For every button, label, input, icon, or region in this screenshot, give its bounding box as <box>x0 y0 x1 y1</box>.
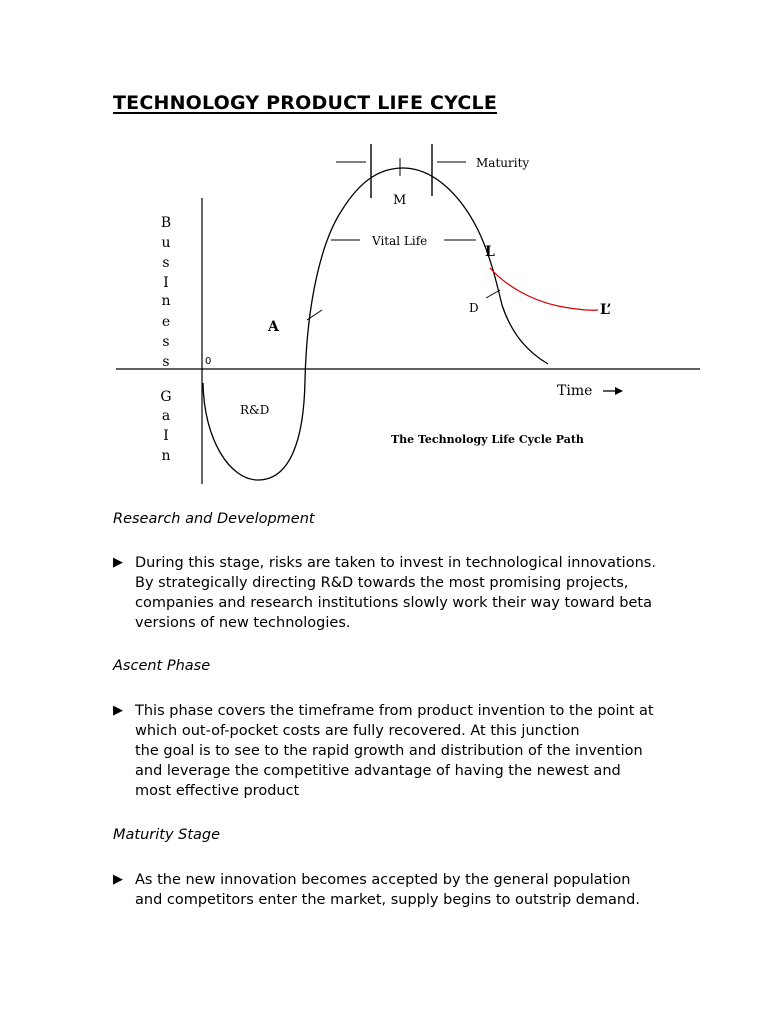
bullet-line: and competitors enter the market, supply begins to outstrip demand. <box>135 892 640 908</box>
y-letter: s <box>162 354 170 370</box>
diagram-caption: The Technology Life Cycle Path <box>391 433 584 446</box>
bullet-line: which out-of-pocket costs are fully recovered. At this junction <box>135 723 580 739</box>
l-label: L <box>485 244 495 260</box>
origin-label: 0 <box>205 356 212 367</box>
section-ascent-phase <box>113 656 713 676</box>
life-cycle-diagram <box>0 0 768 500</box>
y-letter: G <box>160 389 172 405</box>
bullet-line: and leverage the competitive advantage of having the newest and <box>135 763 621 779</box>
y-axis-label-business <box>161 215 171 370</box>
y-letter: s <box>162 334 170 350</box>
page-title: TECHNOLOGY PRODUCT LIFE CYCLE <box>113 92 498 114</box>
time-arrow-head <box>615 387 623 395</box>
maturity-label: Maturity <box>476 156 530 170</box>
right-triangle-bullet-icon: ▶ <box>113 555 123 570</box>
bullet-line: During this stage, risks are taken to invest in technological innovations. <box>135 555 656 571</box>
y-letter: n <box>161 448 171 464</box>
y-letter: I <box>163 275 169 291</box>
section-heading: Ascent Phase <box>113 658 211 674</box>
bullet-line: This phase covers the timeframe from product invention to the point at <box>135 703 654 719</box>
section-heading: Maturity Stage <box>113 827 221 843</box>
bullet-line: versions of new technologies. <box>135 615 351 631</box>
a-label: A <box>268 319 279 335</box>
bullet-line: companies and research institutions slowly work their way toward beta <box>135 595 652 611</box>
y-letter: a <box>161 408 171 424</box>
l-prime-label: L’ <box>600 302 612 318</box>
bullet-line: As the new innovation becomes accepted by the general population <box>135 872 631 888</box>
section-heading: Research and Development <box>113 511 315 527</box>
rd-label: R&D <box>240 403 270 417</box>
x-axis-label: Time <box>557 383 593 399</box>
bullet-line: most effective product <box>135 783 300 799</box>
section-research-and-development <box>113 509 713 529</box>
m-label: M <box>393 193 407 208</box>
y-letter: n <box>161 293 171 309</box>
decline-tick <box>486 290 500 298</box>
right-triangle-bullet-icon: ▶ <box>113 703 123 718</box>
d-label: D <box>469 301 479 315</box>
y-letter: s <box>162 255 170 271</box>
vital-life-label: Vital Life <box>372 234 428 248</box>
y-letter: I <box>163 428 169 444</box>
y-letter: B <box>160 215 172 231</box>
bullet-text <box>135 701 705 801</box>
bullet-line: the goal is to see to the rapid growth and distribution of the invention <box>135 743 643 759</box>
y-letter: u <box>161 235 171 251</box>
y-axis-label-gain <box>160 389 171 464</box>
bullet-line: By strategically directing R&D towards the most promising projects, <box>135 575 629 591</box>
extension-curve <box>490 268 598 310</box>
bullet-text <box>135 870 705 910</box>
section-maturity-stage <box>113 825 713 845</box>
right-triangle-bullet-icon: ▶ <box>113 872 123 887</box>
bullet-text <box>135 553 705 633</box>
y-letter: e <box>161 314 171 330</box>
